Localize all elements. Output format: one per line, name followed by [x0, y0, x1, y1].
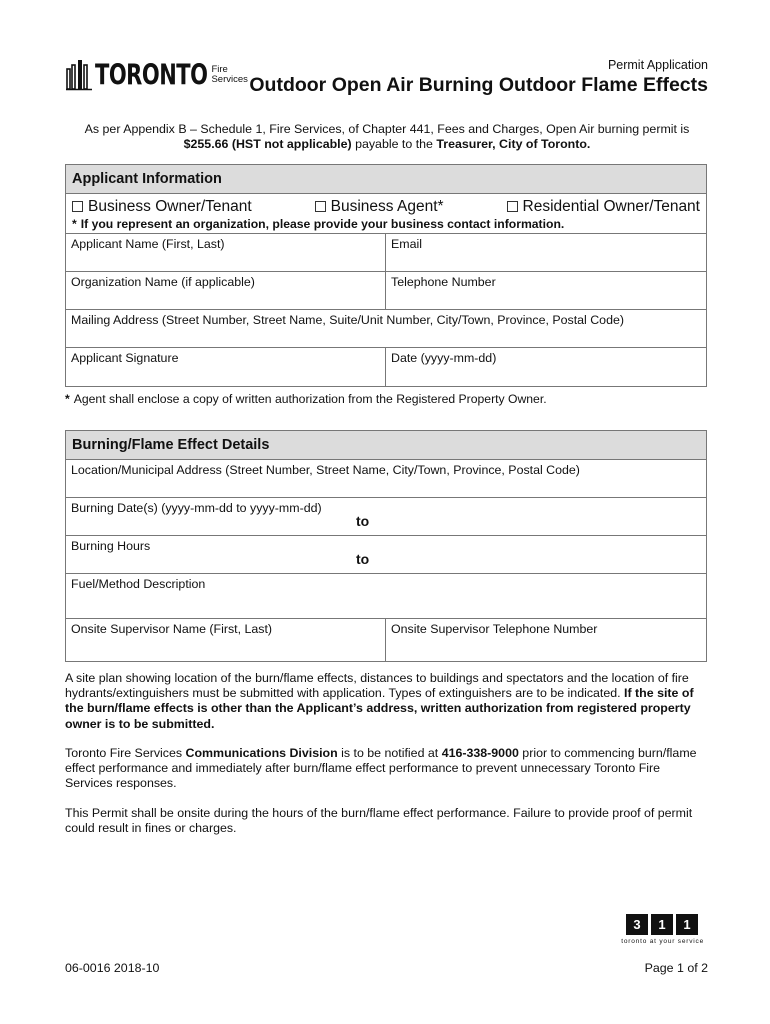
fuel-method-field[interactable]: Fuel/Method Description [71, 577, 206, 591]
asterisk: * [72, 217, 77, 231]
email-field[interactable]: Email [391, 237, 422, 251]
applicant-type-options [66, 194, 706, 217]
checkbox-icon[interactable] [72, 201, 83, 212]
option-business-owner[interactable]: Business Owner/Tenant [72, 197, 252, 216]
asterisk: * [65, 392, 70, 406]
permit-label: Permit Application [607, 58, 708, 72]
311-tagline: toronto at your service [621, 938, 704, 945]
burning-dates-row [66, 498, 706, 536]
toronto-311-logo [614, 914, 708, 945]
checkbox-icon[interactable] [315, 201, 326, 212]
fuel-row [66, 574, 706, 619]
applicant-name-field[interactable]: Applicant Name (First, Last) [66, 234, 386, 271]
applicant-section [65, 164, 707, 387]
date-field[interactable]: Date (yyyy-mm-dd) [391, 351, 497, 365]
to-label: to [356, 513, 370, 529]
supervisor-row [66, 619, 706, 661]
organization-note: * If you represent an organization, please provide your business contact information. [66, 217, 706, 234]
signature-field[interactable]: Applicant Signature [66, 348, 386, 386]
organization-name-field[interactable]: Organization Name (if applicable) [66, 272, 386, 309]
logo-subtitle: Fire Services [211, 64, 248, 85]
burning-dates-field[interactable]: Burning Date(s) (yyyy-mm-dd to yyyy-mm-dd) to [71, 501, 370, 529]
burning-section [65, 430, 707, 662]
digit: 1 [676, 914, 698, 935]
to-label: to [356, 551, 370, 567]
location-field[interactable]: Location/Municipal Address (Street Number, Street Name, City/Town, Province, Postal Code) [71, 463, 580, 477]
burning-hours-row [66, 536, 706, 574]
checkbox-icon[interactable] [507, 201, 518, 212]
notification-paragraph: Toronto Fire Services Communications Division is to be notified at 416-338-9000 prior to commencing burn/flame effect performance and immediately after burn/flame effect performance to prevent unnecessary Toronto Fire Services responses. [65, 746, 697, 791]
burning-hours-field[interactable]: Burning Hours to [71, 539, 370, 567]
option-residential-owner[interactable]: Residential Owner/Tenant [507, 197, 701, 216]
fee-amount: $255.66 (HST not applicable) [183, 137, 352, 151]
page-header [66, 54, 708, 102]
digit: 3 [626, 914, 648, 935]
site-plan-paragraph: A site plan showing location of the burn/flame effects, distances to buildings and spectators and the location of fire hydrants/extinguishers must be submitted with application. Types of extinguishers are to be indicated. If the site of the burn/flame effects is other than the Applicant’s address, written authorization from registered property owner is to be submitted. [65, 671, 694, 731]
location-row [66, 460, 706, 498]
section-heading: Applicant Information [66, 165, 706, 194]
digit: 1 [651, 914, 673, 935]
agent-note: * Agent shall enclose a copy of written authorization from the Registered Property Owner. [65, 392, 547, 406]
logo-wordmark: TORONTO [95, 58, 208, 91]
payee: Treasurer, City of Toronto. [436, 137, 591, 151]
address-row [66, 310, 706, 348]
onsite-permit-paragraph: This Permit shall be onsite during the hours of the burn/flame effect performance. Failure to provide proof of permit could result in fines or charges. [65, 806, 693, 836]
page-number: Page 1 of 2 [644, 961, 708, 975]
form-number: 06-0016 2018-10 [65, 961, 160, 975]
name-email-row [66, 234, 706, 272]
telephone-field[interactable]: Telephone Number [391, 275, 496, 289]
signature-date-row [66, 348, 706, 386]
mailing-address-field[interactable]: Mailing Address (Street Number, Street Name, Suite/Unit Number, City/Town, Province, Postal Code) [71, 313, 624, 327]
city-hall-icon [66, 59, 92, 91]
section-heading: Burning/Flame Effect Details [66, 431, 706, 460]
supervisor-phone-field[interactable]: Onsite Supervisor Telephone Number [391, 622, 598, 636]
toronto-logo [66, 56, 248, 94]
phone-number: 416-338-9000 [441, 746, 519, 760]
option-business-agent[interactable]: Business Agent* [315, 197, 444, 216]
intro-text: As per Appendix B – Schedule 1, Fire Services, of Chapter 441, Fees and Charges, Open Air burning permit is $255.66 (HST not applicable) payable to the Treasurer, City of Toronto. [84, 122, 690, 151]
org-phone-row [66, 272, 706, 310]
page-title: Outdoor Open Air Burning Outdoor Flame Effects [249, 74, 708, 96]
supervisor-name-field[interactable]: Onsite Supervisor Name (First, Last) [66, 619, 386, 661]
311-digits [626, 914, 708, 935]
